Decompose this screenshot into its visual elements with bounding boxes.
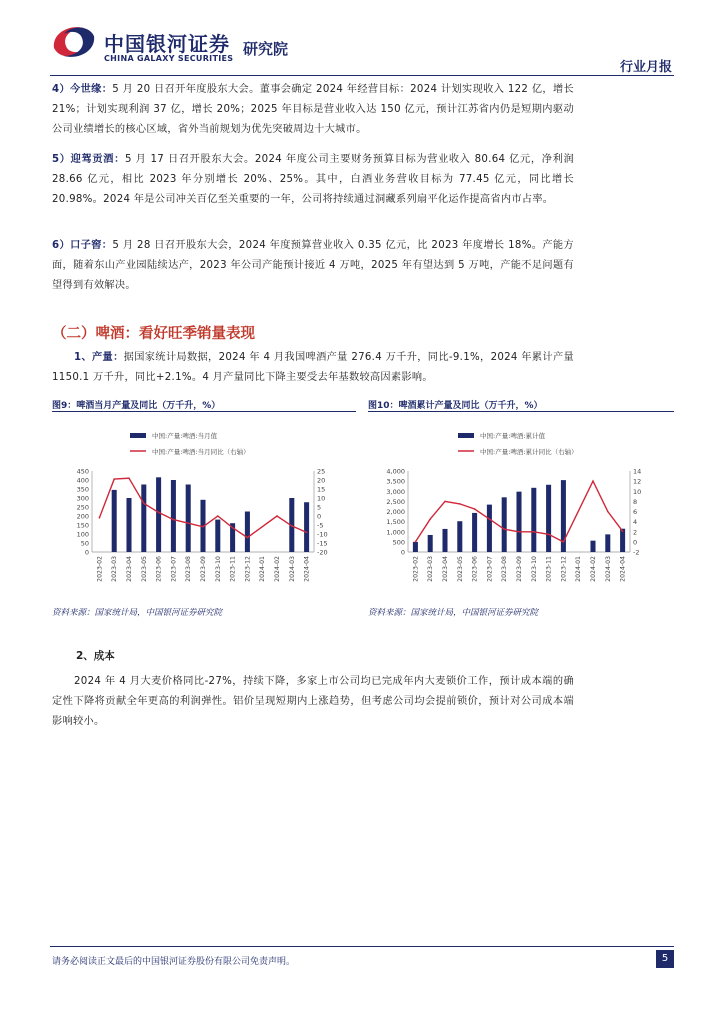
fig9-chart [52, 420, 356, 600]
left-tick-label: 500 [392, 538, 405, 547]
logo-en-text: CHINA GALAXY SECURITIES [104, 54, 234, 63]
left-tick-label: 200 [76, 512, 89, 521]
x-tick-label: 2023-07 [486, 556, 494, 582]
right-tick-label: -2 [633, 548, 640, 557]
yoy-point [607, 511, 609, 513]
right-tick-label: -20 [317, 548, 328, 557]
left-tick-label: 2,500 [386, 497, 405, 506]
yoy-point [306, 532, 308, 534]
bar [590, 541, 595, 552]
yoy-point [143, 503, 145, 505]
fig9-rule [52, 411, 356, 412]
x-tick-label: 2024-04 [303, 556, 311, 582]
fig9-source: 资料来源：国家统计局，中国银河证券研究院 [52, 608, 223, 618]
left-tick-label: 3,500 [386, 477, 405, 486]
left-tick-label: 100 [76, 530, 89, 539]
yoy-point [128, 477, 130, 479]
x-tick-label: 2023-03 [111, 556, 119, 582]
yoy-point [99, 517, 101, 519]
left-tick-label: 3,000 [386, 487, 405, 496]
yoy-point [533, 531, 535, 533]
yoy-point [202, 526, 204, 528]
bar [413, 542, 418, 552]
header-rule [50, 75, 674, 76]
x-tick-label: 2023-12 [244, 556, 252, 582]
left-tick-label: 150 [76, 521, 89, 530]
bar [428, 535, 433, 552]
x-tick-label: 2023-10 [530, 556, 538, 582]
paragraph-jinshiyuan [52, 80, 574, 140]
yoy-point [548, 533, 550, 535]
left-tick-label: 2,000 [386, 508, 405, 516]
left-tick-label: 450 [76, 467, 89, 476]
footer-rule [50, 946, 674, 947]
institute-label: 研究院 [243, 40, 289, 58]
yoy-point [158, 512, 160, 514]
x-tick-label: 2023-02 [96, 556, 104, 582]
right-tick-label: 12 [633, 477, 642, 486]
bar [442, 529, 447, 552]
yoy-point [276, 515, 278, 517]
paragraph-label: 1、产量： [74, 352, 124, 363]
yoy-point [503, 528, 505, 530]
fig10-chart [368, 420, 674, 600]
bar [245, 512, 250, 553]
x-tick-label: 2023-11 [229, 556, 237, 582]
x-tick-label: 2023-10 [214, 556, 222, 582]
fig10-rule [368, 411, 674, 412]
x-tick-label: 2023-04 [442, 556, 449, 582]
right-tick-label: 5 [317, 503, 322, 512]
yoy-point [217, 515, 219, 517]
bar [516, 492, 521, 552]
fig10-title: 图10：啤酒累计产量及同比（万千升，%） [368, 401, 543, 411]
right-tick-label: 20 [317, 476, 326, 485]
paragraph-label: 6）口子窖： [52, 240, 113, 251]
legend-line-label: 中国:产量:啤酒:当月同比（右轴） [152, 448, 250, 456]
paragraph-production [52, 348, 574, 388]
bar [112, 490, 117, 552]
left-tick-label: 1,500 [386, 518, 405, 527]
right-tick-label: 10 [317, 494, 326, 503]
bar [186, 485, 191, 553]
bar [126, 498, 131, 552]
yoy-point [429, 518, 431, 520]
yoy-point [291, 525, 293, 527]
yoy-point [459, 503, 461, 505]
left-tick-label: 300 [76, 494, 89, 503]
legend-bar-swatch [458, 433, 474, 438]
x-tick-label: 2023-02 [412, 556, 420, 582]
x-tick-label: 2023-07 [170, 556, 178, 582]
right-tick-label: 15 [317, 485, 326, 494]
bar [156, 477, 161, 552]
x-tick-label: 2023-05 [140, 556, 148, 582]
x-tick-label: 2024-01 [575, 556, 583, 582]
paragraph-text: 5 月 20 日召开年度股东大会。董事会确定 2024 年经营目标：2024 计划实现收入 122 亿，增长 21%；计划实现利润 37 亿，增长 20%；2025 年目标是营业收入达 150 亿元，预计江苏省内仍是短期内驱动公司业绩增长的核心区域，省外当前规划为优先突破周边十大城市。 [52, 84, 574, 135]
x-tick-label: 2023-12 [560, 556, 568, 582]
bar [171, 480, 176, 552]
subheading-cost: 2、成本 [76, 650, 115, 662]
right-tick-label: 0 [633, 538, 638, 547]
bar [304, 502, 309, 552]
yoy-point [444, 501, 446, 503]
x-tick-label: 2024-02 [590, 556, 597, 582]
bar [620, 529, 625, 552]
left-tick-label: 350 [76, 485, 89, 494]
right-tick-label: 0 [317, 512, 322, 521]
bar [546, 485, 551, 552]
right-tick-label: -5 [317, 521, 324, 530]
bar [502, 497, 507, 552]
yoy-point [563, 541, 565, 543]
x-tick-label: 2023-03 [427, 556, 435, 582]
x-tick-label: 2023-06 [471, 556, 479, 582]
x-tick-label: 2024-03 [604, 556, 612, 582]
legend-bar-swatch [130, 433, 146, 438]
paragraph-label: 5）迎驾贡酒： [52, 154, 125, 165]
right-tick-label: 8 [633, 497, 638, 506]
x-tick-label: 2024-03 [288, 556, 296, 582]
report-type: 行业月报 [619, 60, 672, 75]
legend-bar-label: 中国:产量:啤酒:累计值 [480, 432, 546, 440]
page-header [0, 0, 724, 80]
logo-cn-text: 中国银河证券 [104, 32, 230, 56]
x-tick-label: 2023-04 [126, 556, 133, 582]
galaxy-logo-icon [50, 22, 98, 62]
x-tick-label: 2023-09 [200, 556, 207, 582]
left-tick-label: 1,000 [386, 528, 405, 537]
yoy-point [592, 480, 594, 482]
section-title: （二）啤酒：看好旺季销量表现 [52, 326, 255, 342]
x-tick-label: 2024-02 [274, 556, 281, 582]
bar [215, 520, 220, 552]
left-tick-label: 0 [84, 548, 89, 557]
bar [605, 534, 610, 552]
right-tick-label: 2 [633, 528, 638, 537]
paragraph-cost [52, 672, 574, 732]
right-tick-label: 4 [633, 518, 638, 527]
x-tick-label: 2023-08 [185, 556, 193, 582]
yoy-point [622, 530, 624, 532]
x-tick-label: 2024-04 [619, 556, 627, 582]
left-tick-label: 0 [400, 548, 405, 557]
bar [487, 505, 492, 552]
x-tick-label: 2023-09 [516, 556, 523, 582]
x-tick-label: 2023-11 [545, 556, 553, 582]
yoy-point [247, 537, 249, 539]
left-tick-label: 400 [76, 476, 89, 485]
footer-disclaimer: 请务必阅读正文最后的中国银河证券股份有限公司免责声明。 [52, 957, 296, 967]
bar [531, 488, 536, 552]
paragraph-label: 4）今世缘： [52, 84, 113, 95]
paragraph-text: 2024 年 4 月大麦价格同比-27%，持续下降，多家上市公司均已完成年内大麦锁价工作，预计成本端的确定性下降将贡献全年更高的利润弹性。铝价呈现短期内上涨趋势，但考虑公司均会提前锁价，预计对公司成本端影响较小。 [52, 676, 574, 727]
yoy-point [232, 527, 234, 529]
bar [472, 513, 477, 552]
legend-bar-label: 中国:产量:啤酒:当月值 [152, 432, 218, 440]
right-tick-label: 25 [317, 467, 326, 476]
x-tick-label: 2024-01 [259, 556, 267, 582]
paragraph-text: 5 月 17 日召开股东大会。2024 年度公司主要财务预算目标为营业收入 80.64 亿元，净利润 28.66 亿元，相比 2023 年分别增长 20%、25%。其中，白酒业务营收目标为 77.45 亿元，同比增长 20.98%。2024 年是公司冲关百亿至关重要的一年，公司将持续通过洞藏系列扇平化运作提高省内市占率。 [52, 154, 574, 205]
right-tick-label: -15 [317, 539, 328, 548]
left-tick-label: 250 [76, 503, 89, 512]
paragraph-text: 据国家统计局数据，2024 年 4 月我国啤酒产量 276.4 万千升，同比-9.1%，2024 年累计产量 1150.1 万千升，同比+2.1%。4 月产量同比下降主要受去年基数较高因素影响。 [52, 352, 574, 383]
yoy-point [113, 478, 115, 480]
left-tick-label: 4,000 [386, 467, 405, 476]
fig10-source: 资料来源：国家统计局，中国银河证券研究院 [368, 608, 539, 618]
yoy-point [489, 518, 491, 520]
paragraph-text: 5 月 28 日召开股东大会，2024 年度预算营业收入 0.35 亿元，比 2023 年度增长 18%。产能方面，随着东山产业园陆续达产，2023 年公司产能预计接近 4 万吨，2025 年有望达到 5 万吨，产能不足问题有望得到有效解决。 [52, 240, 574, 291]
x-tick-label: 2023-05 [456, 556, 464, 582]
right-tick-label: -10 [317, 530, 328, 539]
x-tick-label: 2023-08 [501, 556, 509, 582]
x-tick-label: 2023-06 [155, 556, 163, 582]
yoy-point [187, 522, 189, 524]
yoy-point [474, 508, 476, 510]
paragraph-kouzijiao [52, 236, 574, 296]
yoy-point [518, 531, 520, 533]
page-number: 5 [656, 950, 674, 968]
fig9-title: 图9：啤酒当月产量及同比（万千升，%） [52, 401, 221, 411]
right-tick-label: 14 [633, 467, 642, 476]
bar [457, 521, 462, 552]
left-tick-label: 50 [80, 539, 89, 548]
legend-line-label: 中国:产量:啤酒:累计同比（右轴） [480, 448, 578, 456]
yoy-point [415, 541, 417, 543]
paragraph-yingjia [52, 150, 574, 210]
right-tick-label: 10 [633, 487, 642, 496]
yoy-point [173, 519, 175, 521]
right-tick-label: 6 [633, 508, 638, 516]
bar [141, 485, 146, 553]
